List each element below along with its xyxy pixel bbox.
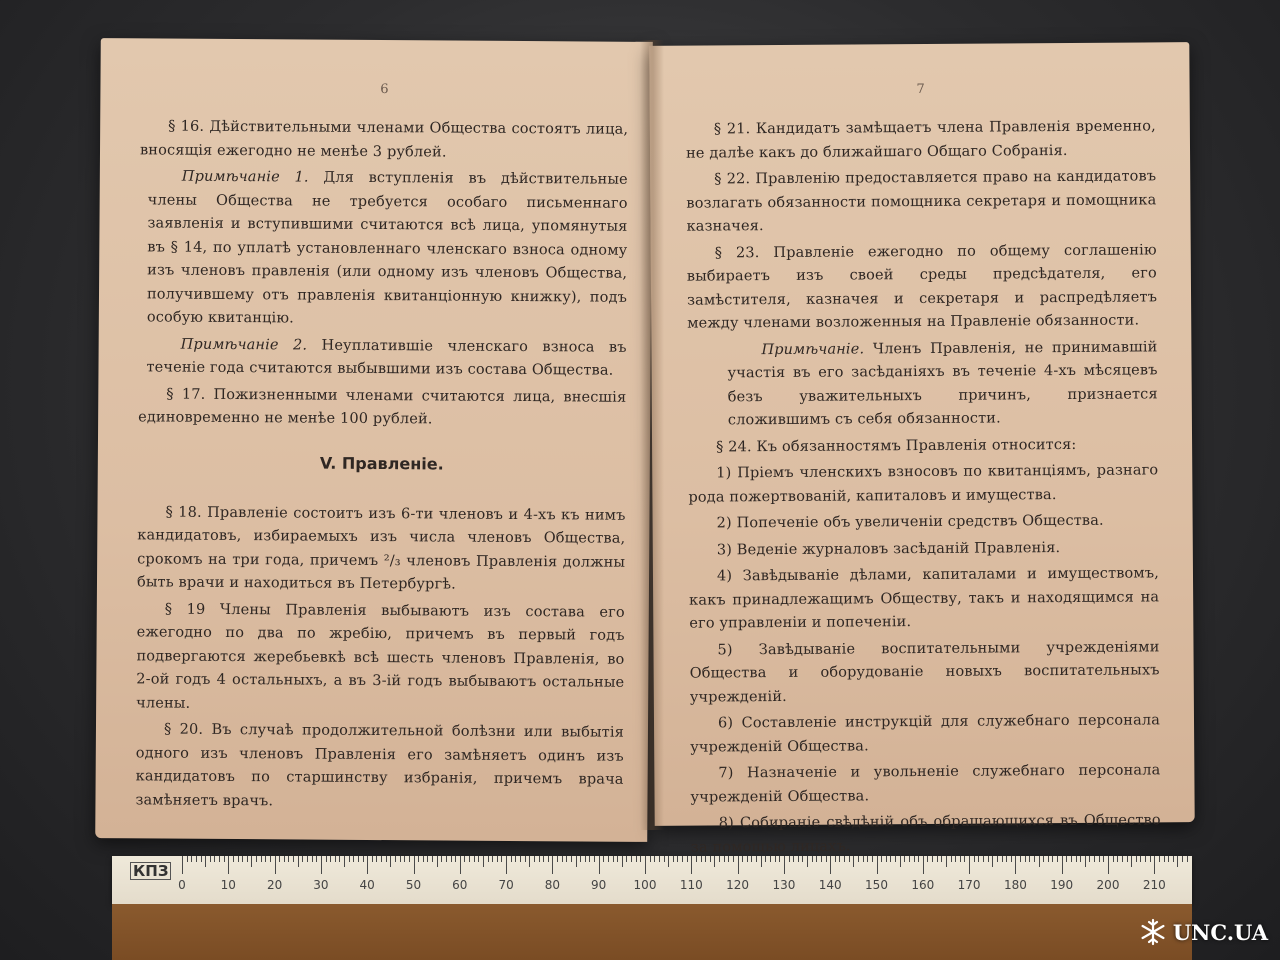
ruler-tick bbox=[469, 856, 470, 862]
ruler-label: 200 bbox=[1096, 878, 1120, 892]
paragraph: 5) Завѣдываніе воспитательными учрежденіями Общества и оборудованіе новыхъ воспитательныхъ учрежденій. bbox=[689, 638, 1160, 706]
ruler-tick bbox=[548, 856, 549, 862]
ruler-label: 30 bbox=[313, 878, 329, 892]
ruler-tick bbox=[214, 856, 215, 862]
ruler-tick bbox=[839, 856, 840, 862]
ruler-tick bbox=[714, 856, 715, 867]
ruler-tick bbox=[594, 856, 595, 862]
ruler-tick bbox=[566, 856, 567, 862]
ruler-tick bbox=[552, 856, 553, 874]
ruler-label: 150 bbox=[865, 878, 888, 892]
ruler-tick bbox=[455, 856, 456, 862]
ruler-label: 110 bbox=[679, 878, 703, 892]
ruler-tick bbox=[1006, 856, 1007, 862]
ruler-tick bbox=[483, 856, 484, 867]
ruler-tick bbox=[293, 856, 294, 862]
ruler-tick bbox=[951, 856, 952, 862]
ruler-tick bbox=[932, 856, 933, 862]
ruler-tick bbox=[298, 856, 299, 867]
ruler-tick bbox=[895, 856, 896, 862]
ruler-tick bbox=[224, 856, 225, 862]
paragraph: 3) Веденіе журналовъ засѣданій Правленія. bbox=[716, 539, 1061, 558]
ruler-tick bbox=[923, 856, 924, 874]
ruler-tick bbox=[488, 856, 489, 862]
ruler-tick bbox=[307, 856, 308, 862]
ruler-tick bbox=[390, 856, 391, 867]
ruler-tick bbox=[1168, 856, 1169, 862]
ruler-label: 180 bbox=[1003, 878, 1027, 892]
paragraph: § 17. Пожизненными членами считаются лица, внесшія единовременно не менѣе 100 рублей. bbox=[138, 386, 627, 428]
ruler-tick bbox=[400, 856, 401, 862]
ruler-tick bbox=[770, 856, 771, 862]
ruler-tick bbox=[997, 856, 998, 862]
ruler-tick bbox=[724, 856, 725, 862]
ruler-tick bbox=[335, 856, 336, 862]
ruler-tick bbox=[247, 856, 248, 862]
ruler-tick bbox=[265, 856, 266, 862]
ruler-tick bbox=[626, 856, 627, 862]
right-page bbox=[649, 42, 1194, 856]
ruler-tick bbox=[918, 856, 919, 862]
ruler-tick bbox=[682, 856, 683, 862]
ruler-tick bbox=[1085, 856, 1086, 867]
right-page-text bbox=[686, 115, 1162, 909]
ruler-tick bbox=[974, 856, 975, 862]
watermark-text: UNC.UA bbox=[1172, 919, 1268, 945]
ruler-tick bbox=[474, 856, 475, 862]
ruler-tick bbox=[187, 856, 188, 862]
ruler-tick bbox=[381, 856, 382, 862]
ruler-tick bbox=[543, 856, 544, 862]
ruler-tick bbox=[358, 856, 359, 862]
ruler-tick bbox=[363, 856, 364, 862]
ruler-tick bbox=[1140, 856, 1141, 862]
ruler-logo: КПЗ bbox=[130, 862, 171, 880]
ruler-tick bbox=[742, 856, 743, 862]
ruler-tick bbox=[992, 856, 993, 867]
ruler-label: 130 bbox=[772, 878, 796, 892]
ruler-tick bbox=[1173, 856, 1174, 862]
ruler-tick bbox=[844, 856, 845, 862]
paragraph: 7) Назначеніе и увольненіе служебнаго персонала учрежденій Общества. bbox=[690, 762, 1161, 806]
ruler-tick bbox=[534, 856, 535, 862]
ruler-tick bbox=[404, 856, 405, 862]
ruler-tick bbox=[622, 856, 623, 867]
ruler-tick bbox=[233, 856, 234, 862]
ruler-tick bbox=[501, 856, 502, 862]
ruler-label: 70 bbox=[498, 878, 514, 892]
ruler-tick bbox=[251, 856, 252, 867]
ruler-tick bbox=[793, 856, 794, 862]
ruler-tick bbox=[525, 856, 526, 862]
ruler-tick bbox=[1025, 856, 1026, 862]
ruler-tick bbox=[1020, 856, 1021, 862]
ruler-tick bbox=[349, 856, 350, 862]
ruler-tick bbox=[696, 856, 697, 862]
ruler bbox=[112, 856, 1192, 904]
ruler-tick bbox=[460, 856, 461, 874]
ruler-tick bbox=[441, 856, 442, 862]
ruler-tick bbox=[1048, 856, 1049, 862]
ruler-tick bbox=[1066, 856, 1067, 862]
ruler-tick bbox=[571, 856, 572, 862]
ruler-tick bbox=[886, 856, 887, 862]
ruler-tick bbox=[182, 856, 183, 874]
paragraph: § 24. Къ обязанностямъ Правленія относится: bbox=[716, 436, 1077, 455]
ruler-tick bbox=[520, 856, 521, 862]
note-text: Для вступленія въ дѣйствительные члены Общества не требуется особаго письменнаго заявленія и вступившими считаются всѣ лица, упомянутыя въ § 14, по уплатѣ установленнаго членскаго взноса одному изъ членовъ правленія (или одному изъ членовъ Общества, получившему отъ правленія квитанціонную книжку), подъ особую квитанцію. bbox=[146, 169, 628, 327]
ruler-tick bbox=[673, 856, 674, 862]
ruler-tick bbox=[515, 856, 516, 862]
paragraph: § 16. Дѣйствительными членами Общества состоятъ лица, вносящія ежегодно не менѣе 3 рублей. bbox=[139, 118, 629, 160]
ruler-tick bbox=[1127, 856, 1128, 862]
wooden-surface bbox=[112, 904, 1192, 960]
paragraph: § 18. Правленіе состоитъ изъ 6-ти членовъ и 4-хъ къ нимъ кандидатовъ, избираемыхъ изъ числа членовъ Общества, срокомъ на три года, причемъ ²/₃ членовъ Правленія должны быть врачи и находиться въ Петербургѣ. bbox=[136, 504, 626, 593]
ruler-tick bbox=[677, 856, 678, 862]
ruler-tick bbox=[941, 856, 942, 862]
ruler-tick bbox=[316, 856, 317, 862]
ruler-tick bbox=[372, 856, 373, 862]
note-paragraph bbox=[147, 165, 628, 333]
ruler-tick bbox=[1164, 856, 1165, 862]
ruler-tick bbox=[914, 856, 915, 862]
ruler-label: 0 bbox=[178, 878, 186, 892]
ruler-tick bbox=[798, 856, 799, 862]
ruler-tick bbox=[877, 856, 878, 874]
paragraph: 8) Собираніе свѣдѣній объ обращающихся въ Общество за помощью лицахъ. bbox=[690, 812, 1161, 856]
ruler-tick bbox=[816, 856, 817, 862]
ruler-tick bbox=[478, 856, 479, 862]
snowflake-icon bbox=[1139, 918, 1167, 946]
ruler-tick bbox=[506, 856, 507, 874]
paragraph: 4) Завѣдываніе дѣлами, капиталами и имуществомъ, какъ принадлежащимъ Обществу, такъ и находящимся на его управленіи и попеченіи. bbox=[689, 565, 1160, 632]
ruler-label: 60 bbox=[452, 878, 468, 892]
ruler-tick bbox=[904, 856, 905, 862]
ruler-tick bbox=[344, 856, 345, 867]
ruler-tick bbox=[409, 856, 410, 862]
ruler-tick bbox=[339, 856, 340, 862]
note-text: Членъ Правленія, не принимавшій участія въ его засѣданіяхъ въ теченіе 4-хъ мѣсяцевъ безъ уважительныхъ причинъ, признается сложившимъ съ себя обязанности. bbox=[727, 338, 1158, 429]
paragraph: § 19 Члены Правленія выбываютъ изъ состава его ежегодно по два по жребію, причемъ въ первый годъ подвергаются жеребьевкѣ всѣ шесть членовъ Правленія, во 2-ой годъ 4 остальныхъ, а въ 3-ій годъ выбываютъ остальные члены. bbox=[136, 601, 625, 712]
ruler-tick bbox=[765, 856, 766, 862]
ruler-tick bbox=[432, 856, 433, 862]
ruler-tick bbox=[863, 856, 864, 862]
page-number: 6 bbox=[380, 82, 389, 98]
ruler-tick bbox=[242, 856, 243, 862]
ruler-tick bbox=[789, 856, 790, 862]
ruler-tick bbox=[1011, 856, 1012, 862]
note-label: Примѣчаніе 1. bbox=[181, 168, 309, 186]
ruler-tick bbox=[261, 856, 262, 862]
ruler-tick bbox=[927, 856, 928, 862]
paragraph: § 21. Кандидатъ замѣщаетъ члена Правленія временно, не далѣе какъ до ближайшаго Общаго Собранія. bbox=[685, 118, 1156, 162]
ruler-tick bbox=[909, 856, 910, 862]
ruler-label: 120 bbox=[726, 878, 750, 892]
ruler-label: 170 bbox=[957, 878, 981, 892]
ruler-label: 90 bbox=[591, 878, 607, 892]
ruler-tick bbox=[849, 856, 850, 862]
ruler-label: 160 bbox=[911, 878, 935, 892]
ruler-label: 80 bbox=[544, 878, 561, 892]
ruler-tick bbox=[210, 856, 211, 862]
ruler-tick bbox=[1117, 856, 1118, 862]
ruler-tick bbox=[826, 856, 827, 862]
ruler-tick bbox=[205, 856, 206, 867]
ruler-tick bbox=[659, 856, 660, 862]
ruler-tick bbox=[738, 856, 739, 874]
ruler-tick bbox=[650, 856, 651, 862]
ruler-tick bbox=[779, 856, 780, 862]
ruler-tick bbox=[191, 856, 192, 862]
ruler-tick bbox=[1131, 856, 1132, 867]
ruler-tick bbox=[631, 856, 632, 862]
ruler-tick bbox=[1113, 856, 1114, 862]
ruler-tick bbox=[719, 856, 720, 862]
ruler-tick bbox=[1150, 856, 1151, 862]
ruler-tick bbox=[1029, 856, 1030, 862]
ruler-tick bbox=[1108, 856, 1109, 874]
ruler-tick bbox=[603, 856, 604, 862]
ruler-tick bbox=[1094, 856, 1095, 862]
ruler-tick bbox=[562, 856, 563, 862]
ruler-tick bbox=[761, 856, 762, 867]
ruler-tick bbox=[617, 856, 618, 862]
ruler-tick bbox=[367, 856, 368, 874]
ruler-tick bbox=[881, 856, 882, 862]
ruler-tick bbox=[270, 856, 271, 862]
ruler-tick bbox=[1103, 856, 1104, 862]
ruler-tick bbox=[964, 856, 965, 862]
ruler-tick bbox=[640, 856, 641, 862]
ruler-tick bbox=[228, 856, 229, 874]
ruler-label: 40 bbox=[359, 878, 375, 892]
ruler-tick bbox=[599, 856, 600, 874]
ruler-tick bbox=[1099, 856, 1100, 862]
ruler-tick bbox=[969, 856, 970, 874]
ruler-label: 140 bbox=[818, 878, 842, 892]
ruler-tick bbox=[668, 856, 669, 867]
ruler-tick bbox=[710, 856, 711, 862]
ruler-tick bbox=[451, 856, 452, 862]
ruler-tick bbox=[946, 856, 947, 867]
ruler-tick bbox=[464, 856, 465, 862]
ruler-tick bbox=[376, 856, 377, 862]
ruler-tick bbox=[1177, 856, 1178, 867]
ruler-tick bbox=[705, 856, 706, 862]
ruler-tick bbox=[238, 856, 239, 862]
ruler-tick bbox=[983, 856, 984, 862]
ruler-tick bbox=[756, 856, 757, 862]
ruler-label: 50 bbox=[405, 878, 422, 892]
ruler-tick bbox=[802, 856, 803, 862]
ruler-tick bbox=[511, 856, 512, 862]
ruler-tick bbox=[427, 856, 428, 862]
ruler-tick bbox=[830, 856, 831, 874]
ruler-tick bbox=[701, 856, 702, 862]
page-number: 7 bbox=[916, 81, 925, 98]
ruler-tick bbox=[1015, 856, 1016, 874]
ruler-tick bbox=[784, 856, 785, 874]
left-page bbox=[95, 38, 653, 842]
note-text: Неуплатившіе членскаго взноса въ теченіе года считаются выбывшими изъ состава Общества. bbox=[146, 337, 627, 379]
ruler-tick bbox=[423, 856, 424, 862]
ruler-tick bbox=[353, 856, 354, 862]
ruler-label: 100 bbox=[633, 878, 657, 892]
ruler-tick bbox=[302, 856, 303, 862]
ruler-tick bbox=[497, 856, 498, 862]
ruler-tick bbox=[687, 856, 688, 862]
ruler-tick bbox=[645, 856, 646, 874]
ruler-tick bbox=[557, 856, 558, 862]
ruler-tick bbox=[900, 856, 901, 867]
ruler-tick bbox=[312, 856, 313, 862]
ruler-tick bbox=[576, 856, 577, 867]
section-heading: V. Правленіе. bbox=[319, 453, 444, 473]
ruler-tick bbox=[747, 856, 748, 862]
ruler-tick bbox=[196, 856, 197, 862]
ruler-tick bbox=[867, 856, 868, 862]
ruler-tick bbox=[664, 856, 665, 862]
ruler-tick bbox=[529, 856, 530, 867]
ruler-tick bbox=[955, 856, 956, 862]
ruler-tick bbox=[613, 856, 614, 862]
ruler-tick bbox=[1154, 856, 1155, 874]
ruler-tick bbox=[1182, 856, 1183, 862]
paragraph: § 20. Въ случаѣ продолжительной болѣзни или выбытія одного изъ членовъ Правленія его замѣняетъ одинъ изъ кандидатовъ по старшинству избранія, причемъ врача замѣняетъ врачъ. bbox=[135, 721, 625, 809]
paragraph: § 23. Правленіе ежегодно по общему соглашенію выбираетъ изъ своей среды предсѣдателя, его замѣстителя, казначея и секретаря и распредѣляетъ между членами возложенныя на Правленіе обязанности. bbox=[686, 241, 1158, 332]
ruler-tick bbox=[1136, 856, 1137, 862]
ruler-tick bbox=[1076, 856, 1077, 862]
ruler-tick bbox=[608, 856, 609, 862]
ruler-tick bbox=[219, 856, 220, 862]
ruler-tick bbox=[1034, 856, 1035, 862]
ruler-label: 210 bbox=[1142, 878, 1166, 892]
ruler-tick bbox=[414, 856, 415, 874]
ruler-tick bbox=[1062, 856, 1063, 874]
ruler-tick bbox=[691, 856, 692, 874]
ruler-tick bbox=[418, 856, 419, 862]
paragraph: 6) Составленіе инструкцій для служебнаго персонала учрежденій Общества. bbox=[690, 712, 1161, 756]
note-label: Примѣчаніе 2. bbox=[180, 336, 308, 354]
ruler-tick bbox=[853, 856, 854, 867]
note-paragraph bbox=[727, 336, 1158, 433]
note-label: Примѣчаніе. bbox=[761, 340, 865, 358]
paragraph: 1) Пріемъ членскихъ взносовъ по квитанціямъ, разнаго рода пожертвованій, капиталовъ и имущества. bbox=[688, 462, 1159, 506]
ruler-tick bbox=[1187, 856, 1188, 862]
ruler-tick bbox=[978, 856, 979, 862]
ruler-tick bbox=[492, 856, 493, 862]
ruler-tick bbox=[775, 856, 776, 862]
ruler-tick bbox=[751, 856, 752, 862]
ruler-tick bbox=[437, 856, 438, 867]
ruler-tick bbox=[728, 856, 729, 862]
note-paragraph bbox=[146, 333, 626, 383]
ruler-tick bbox=[1071, 856, 1072, 862]
paragraph: 2) Попеченіе объ увеличеніи средствъ Общества. bbox=[716, 512, 1104, 532]
ruler-tick bbox=[321, 856, 322, 874]
ruler-tick bbox=[201, 856, 202, 862]
ruler-tick bbox=[580, 856, 581, 862]
ruler-tick bbox=[256, 856, 257, 862]
ruler-tick bbox=[733, 856, 734, 862]
ruler-tick bbox=[288, 856, 289, 862]
watermark bbox=[1139, 918, 1268, 946]
ruler-tick bbox=[1089, 856, 1090, 862]
ruler-tick bbox=[330, 856, 331, 862]
ruler-tick bbox=[812, 856, 813, 862]
ruler-tick bbox=[636, 856, 637, 862]
ruler-tick bbox=[1057, 856, 1058, 862]
ruler-tick bbox=[937, 856, 938, 862]
ruler-tick bbox=[988, 856, 989, 862]
ruler-tick bbox=[275, 856, 276, 874]
ruler-tick bbox=[326, 856, 327, 862]
ruler-tick bbox=[807, 856, 808, 867]
ruler-tick bbox=[1159, 856, 1160, 862]
ruler-tick bbox=[539, 856, 540, 862]
ruler-tick bbox=[386, 856, 387, 862]
ruler-tick bbox=[446, 856, 447, 862]
ruler-tick bbox=[589, 856, 590, 862]
ruler-tick bbox=[835, 856, 836, 862]
ruler-tick bbox=[872, 856, 873, 862]
ruler-tick bbox=[1039, 856, 1040, 867]
paragraph: § 22. Правленію предоставляется право на кандидатовъ возлагать обязанности помощника секретаря и помощника казначея. bbox=[686, 168, 1157, 235]
ruler-tick bbox=[1002, 856, 1003, 862]
ruler-tick bbox=[395, 856, 396, 862]
ruler-tick bbox=[1122, 856, 1123, 862]
ruler-tick bbox=[858, 856, 859, 862]
ruler-label: 10 bbox=[220, 878, 236, 892]
left-page-text bbox=[135, 115, 628, 815]
ruler-tick bbox=[1080, 856, 1081, 862]
ruler-tick bbox=[1052, 856, 1053, 862]
ruler-tick bbox=[284, 856, 285, 862]
ruler-tick bbox=[279, 856, 280, 862]
ruler-tick bbox=[1145, 856, 1146, 862]
ruler-label: 190 bbox=[1050, 878, 1074, 892]
ruler-label: 20 bbox=[266, 878, 283, 892]
ruler-tick bbox=[960, 856, 961, 862]
ruler-tick bbox=[654, 856, 655, 862]
ruler-tick bbox=[890, 856, 891, 862]
ruler-tick bbox=[821, 856, 822, 862]
ruler-tick bbox=[585, 856, 586, 862]
ruler-tick bbox=[1043, 856, 1044, 862]
